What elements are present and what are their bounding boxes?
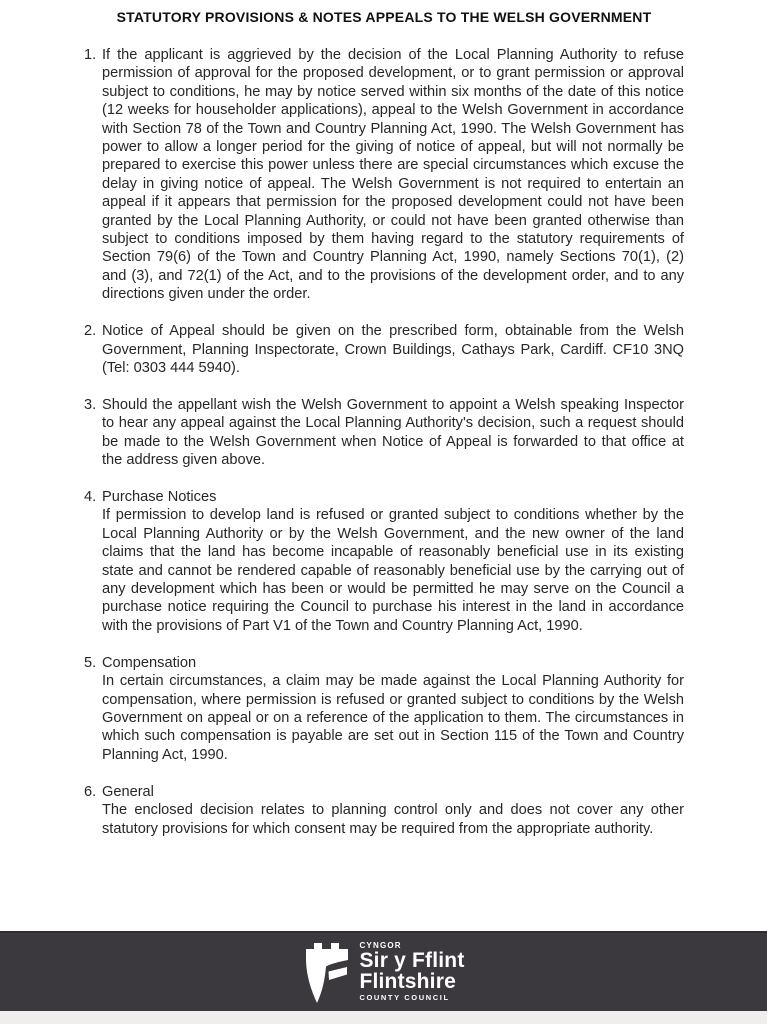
castle-flag-icon (302, 940, 354, 1006)
footer-banner (0, 931, 767, 1011)
list-item (84, 396, 684, 470)
flintshire-logo (302, 938, 464, 1006)
item-number: 4. (84, 489, 97, 506)
page-bottom-edge (0, 1011, 767, 1024)
item-body: The enclosed decision relates to planning control only and does not cover any other statutory provisions for which consent may be required from the appropriate authority. (102, 802, 684, 837)
item-body: In certain circumstances, a claim may be made against the Local Planning Authority for compensation, where permission is refused or granted subject to conditions by the Welsh Government on appeal or on a reference of the application to them. The circumstances in which such compensation is payable are set out in Section 115 of the Town and Country Planning Act, 1990. (102, 673, 684, 763)
list-item (84, 488, 684, 635)
logo-org-prefix: CYNGOR (359, 941, 402, 950)
page-title: STATUTORY PROVISIONS & NOTES APPEALS TO THE WELSH GOVERNMENT (116, 9, 652, 25)
item-body: If the applicant is aggrieved by the decision of the Local Planning Authority to refuse permission of approval for the proposed development, or to grant permission or approval subject to conditions, he may by notice served within six months of the date of this notice (12 weeks for householder applications), appeal to the Welsh Government in accordance with Section 78 of the Town and Country Planning Act, 1990. The Welsh Government has power to allow a longer period for the giving of notice of appeal, but will not normally be prepared to exercise this power unless there are special circumstances which excuse the delay in giving notice of appeal. The Welsh Government is not required to entertain an appeal if it appears that permission for the proposed development could not have been granted by the Local Planning Authority, or could not have been granted otherwise than subject to conditions imposed by them having regard to the statutory requirements of Section 79(6) of the Town and Country Planning Act, 1990, namely Sections 70(1), (2) and (3), and 72(1) of the Act, and to the provisions of the development order, and to any directions given under the order. (102, 47, 684, 303)
list-item (84, 322, 684, 377)
item-heading: Compensation (102, 654, 197, 671)
logo-name-welsh: Sir y Fflint (359, 949, 465, 972)
item-number: 1. (84, 47, 97, 63)
item-number: 6. (84, 783, 97, 800)
list-item (84, 654, 684, 764)
item-number: 5. (84, 654, 97, 671)
list-item (84, 46, 684, 304)
logo-name-english: Flintshire (359, 970, 456, 993)
item-heading: General (102, 783, 154, 800)
document-page (84, 9, 684, 856)
item-heading: Purchase Notices (102, 489, 217, 506)
item-body: If permission to develop land is refused or granted subject to conditions whether by the Local Planning Authority or by the Welsh Government, and the new owner of the land claims that the land has become incapable of reasonably beneficial use in its existing state and cannot be rendered capable of reasonably beneficial use by the carrying out of any development which has been or would be permitted he may serve on the Council a purchase notice requiring the Council to purchase his interest in the land in accordance with the provisions of Part V1 of the Town and Country Planning Act, 1990. (102, 507, 684, 634)
item-number: 3. (84, 396, 97, 413)
item-body: Should the appellant wish the Welsh Government to appoint a Welsh speaking Inspector to hear any appeal against the Local Planning Authority's decision, such a request should be made to the Welsh Government when Notice of Appeal is forwarded to that office at the address given above. (102, 396, 684, 469)
item-number: 2. (84, 323, 97, 340)
list-item (84, 783, 684, 838)
item-body: Notice of Appeal should be given on the prescribed form, obtainable from the Welsh Government, Planning Inspectorate, Crown Buildings, Cathays Park, Cardiff. CF10 3NQ (Tel: 0303 444 5940). (102, 323, 684, 376)
logo-org-suffix: COUNTY COUNCIL (359, 993, 450, 1002)
